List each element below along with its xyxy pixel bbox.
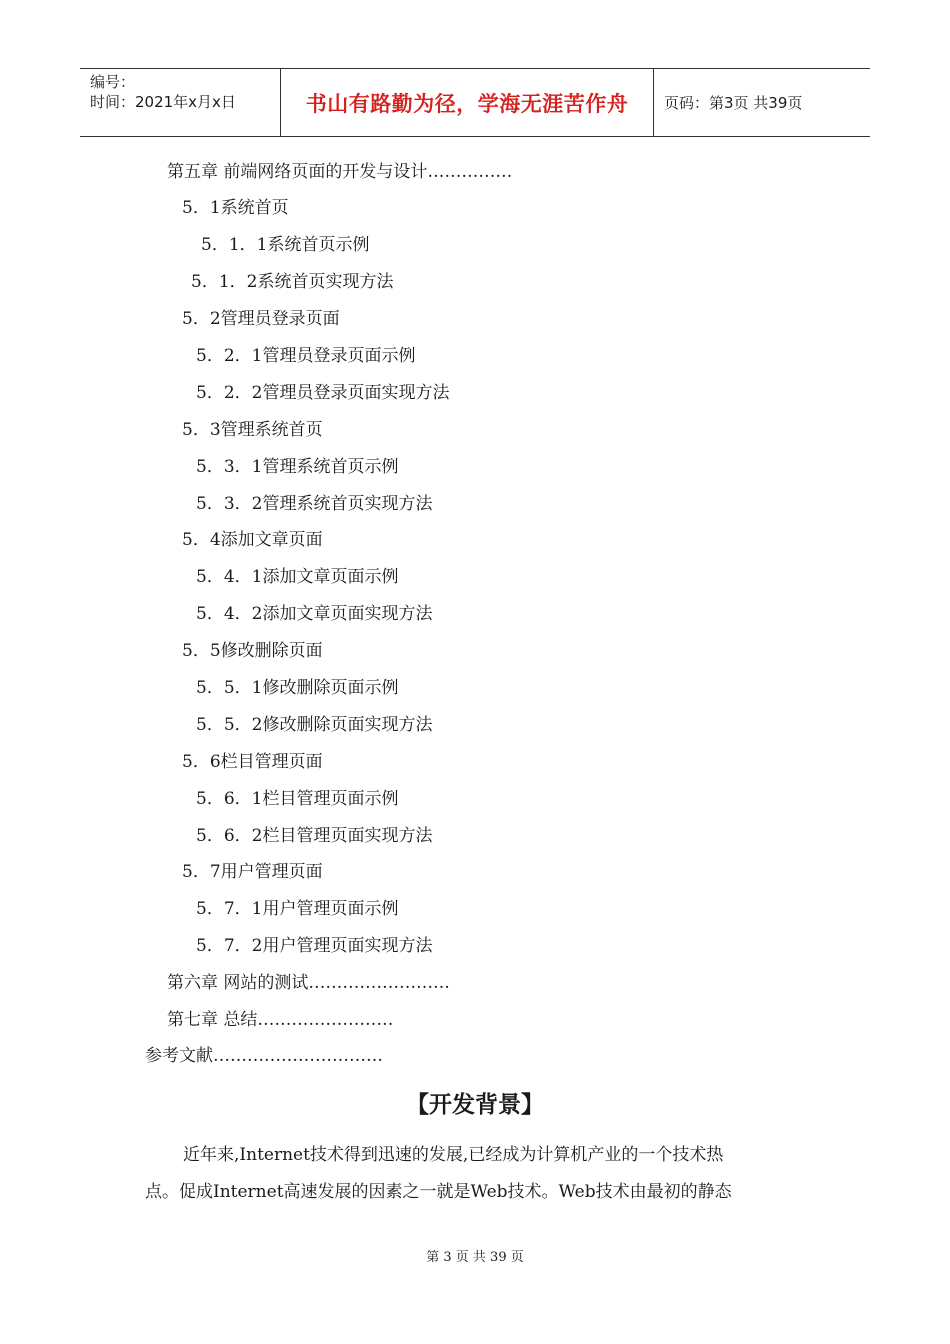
toc-item: 5．5修改删除页面 [182, 641, 323, 661]
toc-item: 5．4添加文章页面 [182, 530, 323, 550]
header-page-info: 页码：第3页 共39页 [664, 94, 803, 112]
toc-item: 5．3．2管理系统首页实现方法 [196, 494, 433, 514]
toc-item: 5．2管理员登录页面 [182, 309, 340, 329]
toc-item: 5．3管理系统首页 [182, 420, 323, 440]
toc-item: 5．7．1用户管理页面示例 [196, 899, 399, 919]
toc-item: 5．5．2修改删除页面实现方法 [196, 715, 433, 735]
toc-item: 5．5．1修改删除页面示例 [196, 678, 399, 698]
toc-item: 5．7．2用户管理页面实现方法 [196, 936, 433, 956]
toc-item: 5．7用户管理页面 [182, 862, 323, 882]
toc-item: 5．2．2管理员登录页面实现方法 [196, 383, 450, 403]
toc-item: 5．6．1栏目管理页面示例 [196, 789, 399, 809]
toc-item: 5．1系统首页 [182, 198, 289, 218]
page-footer: 第 3 页 共 39 页 [426, 1250, 524, 1265]
toc-item: 第七章 总结…………………… [167, 1010, 394, 1030]
toc-item: 5．1．2系统首页实现方法 [191, 272, 394, 292]
toc-item: 5．1．1系统首页示例 [201, 235, 370, 255]
header-meta [80, 69, 281, 136]
toc-item: 第六章 网站的测试……………………. [167, 973, 450, 993]
header-motto: 书山有路勤为径，学海无涯苦作舟 [281, 69, 654, 136]
toc-item: 5．4．2添加文章页面实现方法 [196, 604, 433, 624]
toc-item: 5．4．1添加文章页面示例 [196, 567, 399, 587]
toc-item: 5．2．1管理员登录页面示例 [196, 346, 416, 366]
section-heading: 【开发背景】 [406, 1092, 544, 1118]
toc-item: 5．6栏目管理页面 [182, 752, 323, 772]
toc-item: 5．3．1管理系统首页示例 [196, 457, 399, 477]
body-paragraph-line: 近年来,Internet技术得到迅速的发展,已经成为计算机产业的一个技术热 [183, 1145, 724, 1165]
toc-item: 参考文献………………………… [145, 1046, 383, 1066]
date-label: 时间：2021年x月x日 [90, 93, 236, 111]
toc-item: 第五章 前端网络页面的开发与设计…………… [167, 162, 513, 182]
body-paragraph-line: 点。促成Internet高速发展的因素之一就是Web技术。Web技术由最初的静态 [145, 1182, 732, 1202]
page-header [80, 68, 870, 137]
serial-label: 编号： [90, 73, 136, 91]
toc-item: 5．6．2栏目管理页面实现方法 [196, 826, 433, 846]
